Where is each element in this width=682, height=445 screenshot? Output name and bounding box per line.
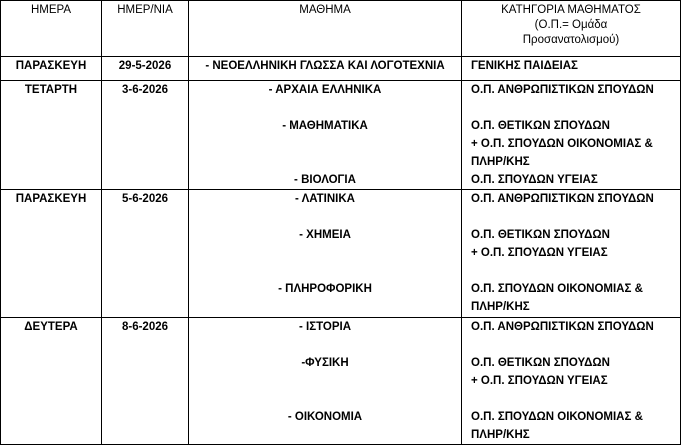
row-day [1,81,102,190]
row-day [1,318,102,445]
category-item: ΓΕΝΙΚΗΣ ΠΑΙΔΕΙΑΣ [471,60,578,72]
category-item: + Ο.Π. ΣΠΟΥΔΩΝ ΥΓΕΙΑΣ [471,375,608,387]
table-row [1,190,681,318]
header-category-line1: ΚΑΤΗΓΟΡΙΑ ΜΑΘΗΜΑΤΟΣ [501,4,641,16]
category-item: Ο.Π. ΑΝΘΡΩΠΙΣΤΙΚΩΝ ΣΠΟΥΔΩΝ [471,193,654,205]
category-item: + Ο.Π. ΣΠΟΥΔΩΝ ΟΙΚΟΝΟΜΙΑΣ & [471,138,653,150]
row-categories [462,190,681,318]
subject-item: - ΝΕΟΕΛΛΗΝΙΚΗ ΓΛΩΣΣΑ ΚΑΙ ΛΟΓΟΤΕΧΝΙΑ [205,60,445,72]
row-date-text: 8-6-2026 [121,321,169,333]
header-category-line2: (Ο.Π.= Ομάδα [534,19,608,31]
header-date: ΗΜΕΡ/ΝΙΑ [102,1,189,57]
category-item: Ο.Π. ΣΠΟΥΔΩΝ ΟΙΚΟΝΟΜΙΑΣ & [471,283,643,295]
row-subjects [189,57,462,81]
category-item: ΠΛΗΡ/ΚΗΣ [471,301,530,313]
row-date-text: 3-6-2026 [121,84,169,96]
row-day-text: ΠΑΡΑΣΚΕΥΗ [15,60,87,72]
header-category-line3: Προσανατολισμού) [522,34,620,46]
row-day-text: ΤΕΤΑΡΤΗ [24,84,78,96]
subject-item: - ΙΣΤΟΡΙΑ [298,321,352,333]
subject-item: - ΛΑΤΙΝΙΚΑ [295,193,355,205]
row-day [1,190,102,318]
table-row [1,318,681,445]
header-category [462,1,681,57]
category-item: Ο.Π. ΘΕΤΙΚΩΝ ΣΠΟΥΔΩΝ [471,229,610,241]
category-item: Ο.Π. ΘΕΤΙΚΩΝ ΣΠΟΥΔΩΝ [471,357,610,369]
row-subjects [189,318,462,445]
category-item: Ο.Π. ΑΝΘΡΩΠΙΣΤΙΚΩΝ ΣΠΟΥΔΩΝ [471,321,654,333]
row-categories [462,318,681,445]
category-item: Ο.Π. ΣΠΟΥΔΩΝ ΟΙΚΟΝΟΜΙΑΣ & [471,411,643,423]
row-date [102,81,189,190]
row-day-text: ΔΕΥΤΕΡΑ [24,321,78,333]
row-categories [462,57,681,81]
category-item: ΠΛΗΡ/ΚΗΣ [471,156,530,168]
header-subject: ΜΑΘΗΜΑ [189,1,462,57]
subject-item: -ΦΥΣΙΚΗ [301,357,349,369]
subject-item: - ΑΡΧΑΙΑ ΕΛΛΗΝΙΚΑ [268,84,382,96]
row-date [102,57,189,81]
table-row [1,57,681,81]
row-day-text: ΠΑΡΑΣΚΕΥΗ [15,193,87,205]
row-date-text: 29-5-2026 [118,60,172,72]
row-date-text: 5-6-2026 [121,193,169,205]
subject-item: - ΜΑΘΗΜΑΤΙΚΑ [282,120,368,132]
row-day [1,57,102,81]
subject-item: - ΟΙΚΟΝΟΜΙΑ [287,411,363,423]
row-subjects [189,81,462,190]
row-date [102,318,189,445]
row-subjects [189,190,462,318]
subject-item: - ΒΙΟΛΟΓΙΑ [294,174,356,186]
table-header-row [1,1,681,57]
row-categories [462,81,681,190]
row-date [102,190,189,318]
category-item: Ο.Π. ΣΠΟΥΔΩΝ ΥΓΕΙΑΣ [471,174,598,186]
subject-item: - ΠΛΗΡΟΦΟΡΙΚΗ [278,283,372,295]
category-item: ΠΛΗΡ/ΚΗΣ [471,429,530,441]
subject-item: - ΧΗΜΕΙΑ [299,229,351,241]
category-item: Ο.Π. ΘΕΤΙΚΩΝ ΣΠΟΥΔΩΝ [471,120,610,132]
table-row [1,81,681,190]
header-day: ΗΜΕΡΑ [1,1,102,57]
category-item: + Ο.Π. ΣΠΟΥΔΩΝ ΥΓΕΙΑΣ [471,247,608,259]
category-item: Ο.Π. ΑΝΘΡΩΠΙΣΤΙΚΩΝ ΣΠΟΥΔΩΝ [471,84,654,96]
